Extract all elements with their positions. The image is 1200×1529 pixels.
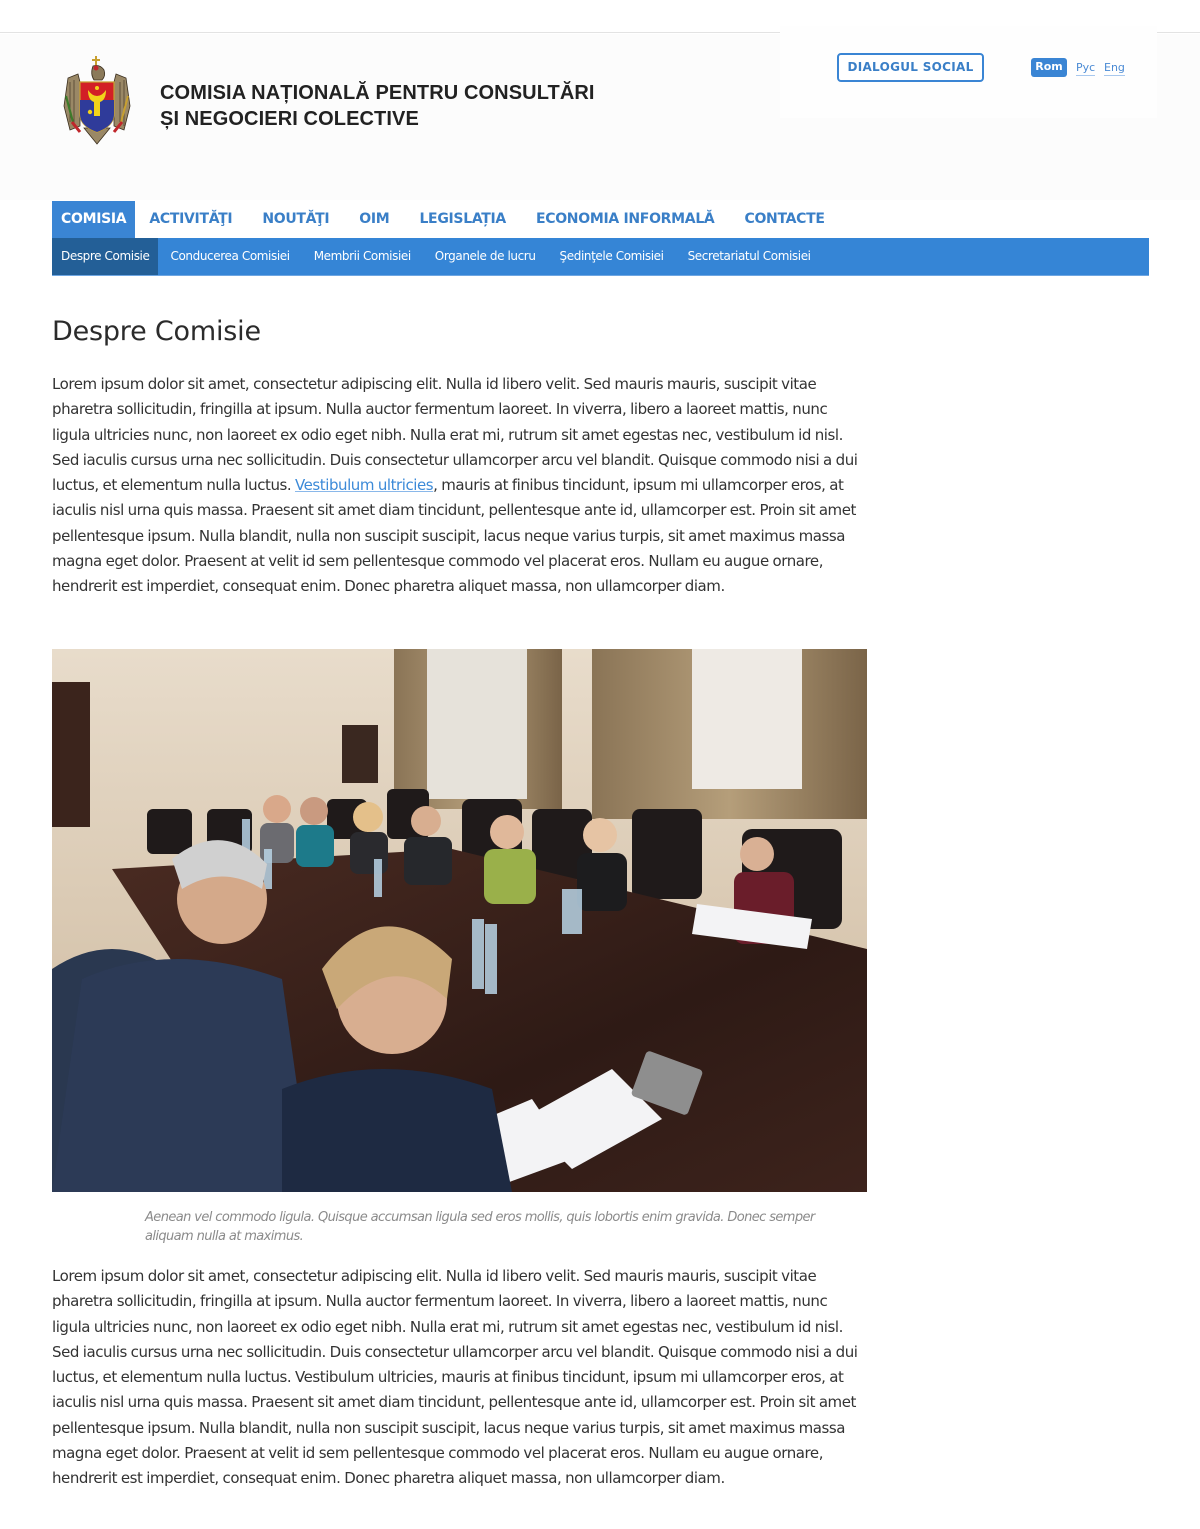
photo-caption: Aenean vel commodo ligula. Quisque accumsan ligula sed eros mollis, quis lobortis enim gravida. Donec semper aliquam nulla at maximus. — [145, 1210, 815, 1244]
paragraph-text: Lorem ipsum dolor sit amet, consectetur adipiscing elit. Nulla id libero velit. Sed mauris mauris, suscipit vitae pharetra sollicitudin, fringilla at ipsum. Nulla auctor fermentum laoreet. In viverra, libero a laoreet mattis, nunc ligula ultricies nunc, non laoreet ex odio eget nibh. Nulla erat mi, rutrum sit amet egestas nec, vestibulum id nisl. Sed iaculis cursus urna nec sollicitudin. Duis consectetur ullamcorper arcu vel blandit. Quisque commodo nisi a dui luctus, et elementum nulla luctus. — [52, 375, 858, 495]
paragraph-text: , mauris at finibus tincidunt, ipsum mi ullamcorper eros, at iaculis nisl urna quis massa. Praesent sit amet diam tincidunt, pellentesque ante id, ullamcorper est. Proin sit amet pellentesque ipsum. Nulla blandit, nulla non suscipit suscipit, lacus neque varius turpis, sit amet maximus massa magna eget dolor. Praesent at velit id sem pellentesque commodo vel placerat eros. Nullam eu augue ornare, hendrerit est imperdiet, consequat enim. Donec pharetra aliquet massa, non ullamcorper diam. — [52, 476, 856, 596]
subnav-despre-comisie[interactable]: Despre Comisie — [52, 238, 158, 275]
subnav-organele-de-lucru[interactable]: Organele de lucru — [434, 249, 536, 263]
body-paragraph: Lorem ipsum dolor sit amet, consectetur adipiscing elit. Nulla id libero velit. Sed mauris mauris, suscipit vitae pharetra sollicitudin, fringilla at ipsum. Nulla auctor fermentum laoreet. In viverra, libero a laoreet mattis, nunc ligula ultricies nunc, non laoreet ex odio eget nibh. Nulla erat mi, rutrum sit amet egestas nec, vestibulum id nisl. Sed iaculis cursus urna nec sollicitudin. Duis consectetur ullamcorper arcu vel blandit. Quisque commodo nisi a dui luctus, et elementum nulla luctus. Vestibulum ultricies, mauris at finibus tincidunt, ipsum mi ullamcorper eros, at iaculis nisl urna quis massa. Praesent sit amet diam tincidunt, pellentesque ante id, ullamcorper est. Proin sit amet pellentesque ipsum. Nulla blandit, nulla non suscipit suscipit, lacus neque varius turpis, sit amet maximus massa magna eget dolor. Praesent at velit id sem pellentesque commodo vel placerat eros. Nullam eu augue ornare, hendrerit est imperdiet, consequat enim. Donec pharetra aliquet massa, non ullamcorper diam. — [52, 1267, 858, 1488]
vestibulum-link[interactable]: Vestibulum ultricies — [295, 476, 434, 495]
main-navigation — [52, 201, 840, 238]
nav-comisia[interactable]: COMISIA — [52, 201, 135, 238]
site-title[interactable] — [160, 80, 595, 132]
page-title: Despre Comisie — [52, 316, 261, 347]
nav-economia-informala[interactable]: ECONOMIA INFORMALĂ — [535, 211, 715, 227]
language-eng[interactable]: Eng — [1104, 61, 1125, 74]
subnav-secretariatul-comisiei[interactable]: Secretariatul Comisiei — [687, 249, 811, 263]
moldova-coat-of-arms-icon[interactable] — [60, 56, 134, 146]
nav-legislatia[interactable]: LEGISLAȚIA — [419, 211, 506, 227]
meeting-photo — [52, 649, 867, 1192]
language-rom[interactable]: Rom — [1031, 58, 1067, 77]
nav-activitati[interactable]: ACTIVITĂŢI — [149, 211, 233, 227]
nav-oim[interactable]: OIM — [359, 211, 390, 227]
sub-navigation — [52, 238, 1149, 276]
subnav-membrii-comisiei[interactable]: Membrii Comisiei — [313, 249, 411, 263]
nav-noutati[interactable]: NOUTĂŢI — [262, 211, 330, 227]
subnav-conducerea-comisiei[interactable]: Conducerea Comisiei — [170, 249, 290, 263]
intro-paragraph — [52, 372, 867, 600]
site-title-line-1: COMISIA NAȚIONALĂ PENTRU CONSULTĂRI — [160, 82, 595, 104]
nav-contacte[interactable]: CONTACTE — [744, 211, 825, 227]
site-title-line-2: ȘI NEGOCIERI COLECTIVE — [160, 108, 419, 130]
subnav-sedintele-comisiei[interactable]: Şedinţele Comisiei — [559, 249, 664, 263]
dialogul-social-button[interactable]: DIALOGUL SOCIAL — [837, 53, 984, 82]
language-rus[interactable]: Рус — [1076, 61, 1096, 74]
